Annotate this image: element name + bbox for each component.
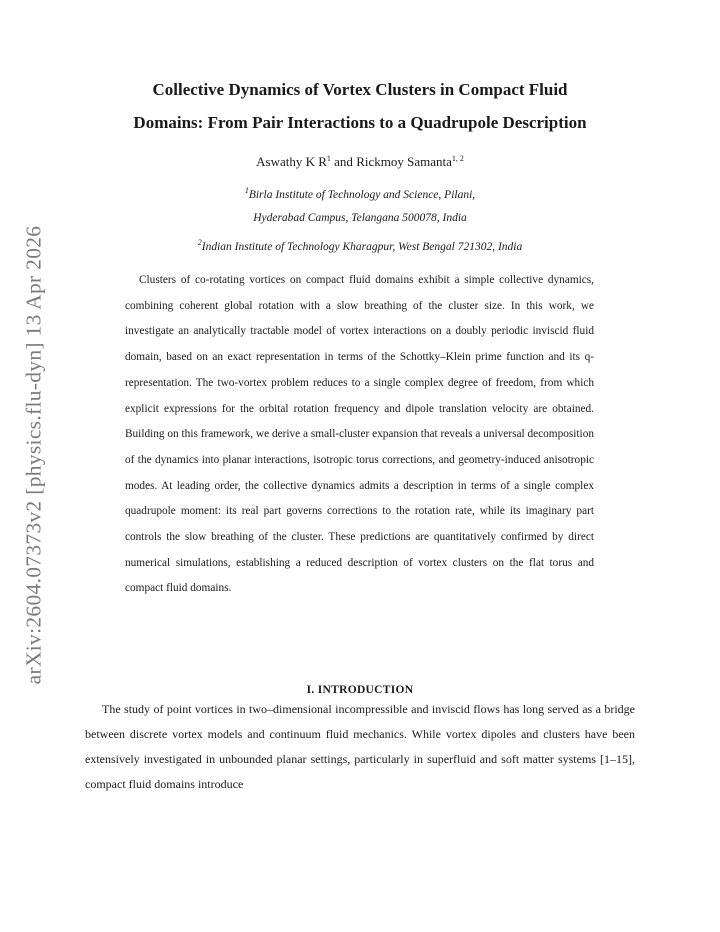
abstract xyxy=(125,268,594,602)
paper-title-line-2: Domains: From Pair Interactions to a Quadrupole Description xyxy=(133,113,587,132)
paper-title-line-1: Collective Dynamics of Vortex Clusters in Compact Fluid xyxy=(152,80,568,99)
author-name: Aswathy K R xyxy=(256,154,327,169)
author-affiliation-mark: 1 xyxy=(326,154,331,163)
affiliation-1-line-1 xyxy=(60,186,660,201)
author-connector: and xyxy=(330,154,357,169)
author-list xyxy=(60,154,660,170)
abstract-text: Clusters of co-rotating vortices on compact fluid domains exhibit a simple collective dynamics, combining coherent global rotation with a slow breathing of the cluster size. In this work, we investigate an analytically tractable model of vortex interactions on a doubly periodic inviscid fluid domain, based on an exact representation in terms of the Schottky–Klein prime function and its q-representation. The two-vortex problem reduces to a single complex degree of freedom, from which explicit expressions for the orbital rotation frequency and dipole translation velocity are obtained. Building on this framework, we derive a small-cluster expansion that reveals a universal decomposition of the dynamics into planar interactions, isotropic torus corrections, and geometry-induced anisotropic modes. At leading order, the collective dynamics admits a description in terms of a single complex quadrupole moment: its real part governs corrections to the rotation rate, while its imaginary part controls the slow breathing of the cluster. These predictions are quantitatively confirmed by direct numerical simulations, establishing a reduced description of vortex clusters on the flat torus and compact fluid domains. xyxy=(125,274,594,595)
affiliation-text: Birla Institute of Technology and Science, Pilani, xyxy=(248,189,476,201)
affiliation-1-line-2: Hyderabad Campus, Telangana 500078, India xyxy=(253,212,467,224)
introduction-body xyxy=(85,697,635,797)
introduction-paragraph: The study of point vortices in two–dimensional incompressible and inviscid flows has long served as a bridge between discrete vortex models and continuum fluid mechanics. While vortex dipoles and clusters have been extensively investigated in unbounded planar settings, particularly in superfluid and soft matter systems [1–15], compact fluid domains introduce xyxy=(85,702,635,791)
author-affiliation-mark: 1, 2 xyxy=(451,154,464,163)
arxiv-identifier-stamp: arXiv:2604.07373v2 [physics.flu-dyn] 13 Apr 2026 xyxy=(21,225,46,685)
affiliation-text: Indian Institute of Technology Kharagpur, West Bengal 721302, India xyxy=(201,241,523,253)
affiliation-2 xyxy=(60,238,660,253)
affiliation-mark: 1 xyxy=(244,186,249,195)
affiliation-mark: 2 xyxy=(197,238,202,247)
section-heading-introduction: I. INTRODUCTION xyxy=(306,684,414,696)
author-name: Rickmoy Samanta xyxy=(356,154,452,169)
